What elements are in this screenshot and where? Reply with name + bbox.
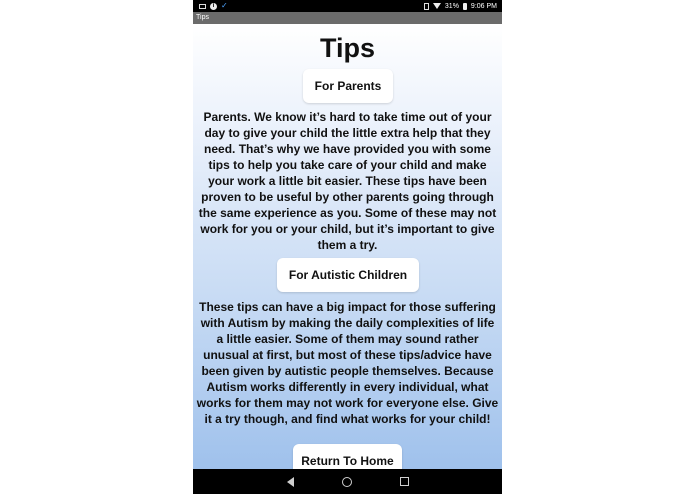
image-icon [199, 4, 206, 9]
home-icon[interactable] [342, 477, 352, 487]
status-right-icons [424, 3, 502, 10]
clock: 9:06 PM [470, 2, 497, 10]
status-bar [193, 0, 502, 12]
page-title: Tips [319, 33, 375, 63]
navigation-bar [193, 469, 502, 494]
for-parents-button[interactable]: For Parents [303, 69, 393, 103]
battery-percent: 31% [444, 2, 459, 10]
app-title-bar: Tips [193, 12, 502, 24]
status-left-icons [193, 2, 228, 10]
device-screen [193, 0, 502, 494]
parents-tips-text: Parents. We know it’s hard to take time out of your day to give your child the little extra help that they need. That’s why we have provided you with some tips to help you take care of your child and make your work a little bit easier. These tips have been proven to be useful by other parents going through the same experience as you. Some of these may not work for you or your child, but it’s important to give them a try. [198, 110, 497, 252]
info-icon: i [210, 3, 217, 10]
return-to-home-button[interactable]: Return To Home [293, 444, 402, 469]
wifi-icon [433, 3, 441, 9]
vibrate-icon [424, 3, 429, 10]
autistic-tips-text: These tips can have a big impact for those suffering with Autism by making the daily complexities of life a little easier. Some of them may sound rather unusual at first, but most of these tips/advice have been given by autistic people themselves. Because Autism works differently in every individual, what works for them may not work for everyone else. Give it a try though, and find what works for your child! [196, 300, 499, 426]
recents-icon[interactable] [400, 477, 409, 486]
check-icon: ✓ [221, 1, 228, 10]
back-icon[interactable] [287, 477, 294, 487]
battery-icon [463, 3, 467, 10]
for-autistic-children-button[interactable]: For Autistic Children [277, 258, 419, 292]
tips-content[interactable] [193, 24, 502, 469]
